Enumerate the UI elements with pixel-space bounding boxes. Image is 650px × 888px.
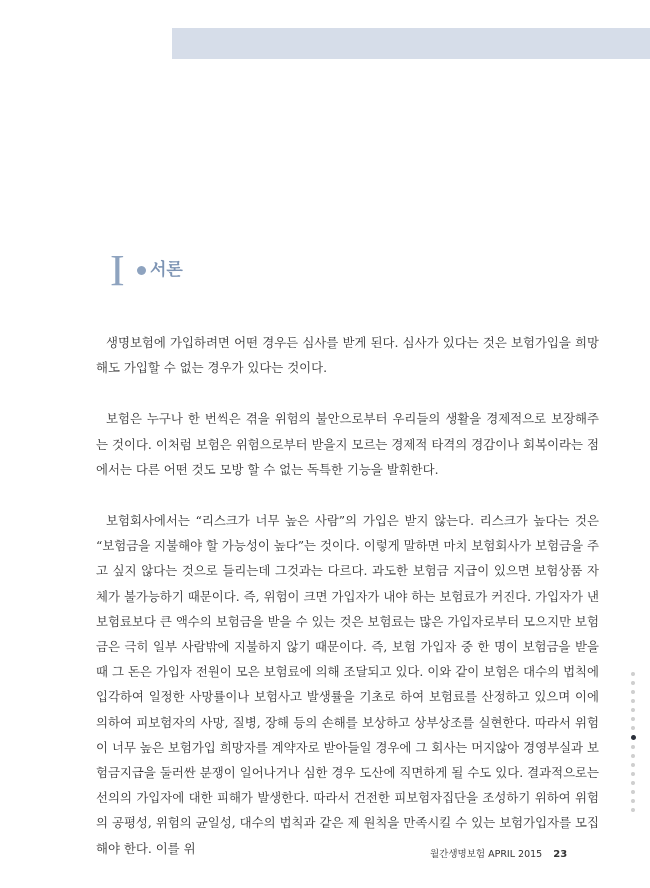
issue-label: APRIL 2015 [488, 849, 543, 860]
section-numeral: I [110, 246, 125, 295]
paragraph: 생명보험에 가입하려면 어떤 경우든 심사를 받게 된다. 심사가 있다는 것은 보험가입을 희망해도 가입할 수 없는 경우가 있다는 것이다. [96, 335, 599, 376]
page-indicator-dot [631, 726, 635, 730]
page-indicator [629, 672, 637, 812]
page-indicator-dot [631, 745, 635, 749]
page-indicator-dot [631, 799, 635, 803]
section-title: 서론 [150, 260, 183, 280]
page-indicator-dot [631, 790, 635, 794]
page-indicator-dot [631, 763, 635, 767]
page-indicator-dot [631, 690, 635, 694]
page-indicator-dot [631, 672, 635, 676]
header-band [172, 28, 650, 59]
page-footer [430, 849, 567, 862]
page-indicator-dot-active [631, 735, 636, 740]
paragraph: 보험회사에서는 “리스크가 너무 높은 사람”의 가입은 받지 않는다. 리스크가 높다는 것은 “보험금을 지불해야 할 가능성이 높다”는 것이다. 이렇게 말하면 마치 보험회사가 보험금을 주고 싶지 않다는 것으로 들리는데 그것과는 다르다. 과도한 보험금 지급이 있으면 보험상품 자체가 불가능하기 때문이다. 즉, 위험이 크면 가입자가 내야 하는 보험료가 커진다. 가입자가 낸 보험료보다 큰 액수의 보험금을 받을 수 있는 것은 보험료는 많은 가입자로부터 모으지만 보험금은 극히 일부 사람밖에 지불하지 않기 때문이다. 즉, 보험 가입자 중 한 명이 보험금을 받을 때 그 돈은 가입자 전원이 모은 보험료에 의해 조달되고 있다. 이와 같이 보험은 대수의 법칙에 입각하여 일정한 사망률이나 보험사고 발생률을 기초로 하여 보험료를 산정하고 있으며 이에 의하여 피보험자의 사망, 질병, 장해 등의 손해를 보상하고 상부상조를 실현한다. 따라서 위험이 너무 높은 보험가입 희망자를 계약자로 받아들일 경우에 그 회사는 머지않아 경영부실과 보험금지급을 둘러싼 분쟁이 일어나거나 심한 경우 도산에 직면하게 될 수도 있다. 결과적으로는 선의의 가입자에 대한 피해가 발생한다. 따라서 건전한 피보험자집단을 조성하기 위하여 위험의 공평성, 위험의 균일성, 대수의 법칙과 같은 제 원칙을 만족시킬 수 있는 보험가입자를 모집해야 한다. 이를 위 [96, 513, 599, 856]
paragraph: 보험은 누구나 한 번씩은 겪을 위험의 불안으로부터 우리들의 생활을 경제적으로 보장해주는 것이다. 이처럼 보험은 위험으로부터 받을지 모르는 경제적 타격의 경감이나 회복이라는 점에서는 다른 어떤 것도 모방 할 수 없는 독특한 기능을 발휘한다. [96, 411, 599, 477]
page-indicator-dot [631, 808, 635, 812]
bullet-dot-icon [137, 266, 146, 275]
page-indicator-dot [631, 772, 635, 776]
page-indicator-dot [631, 781, 635, 785]
magazine-name: 월간생명보험 [430, 849, 486, 860]
page-indicator-dot [631, 681, 635, 685]
page-indicator-dot [631, 754, 635, 758]
page-number: 23 [553, 849, 568, 860]
page-indicator-dot [631, 699, 635, 703]
page-indicator-dot [631, 717, 635, 721]
article-body [96, 330, 599, 887]
page-indicator-dot [631, 708, 635, 712]
